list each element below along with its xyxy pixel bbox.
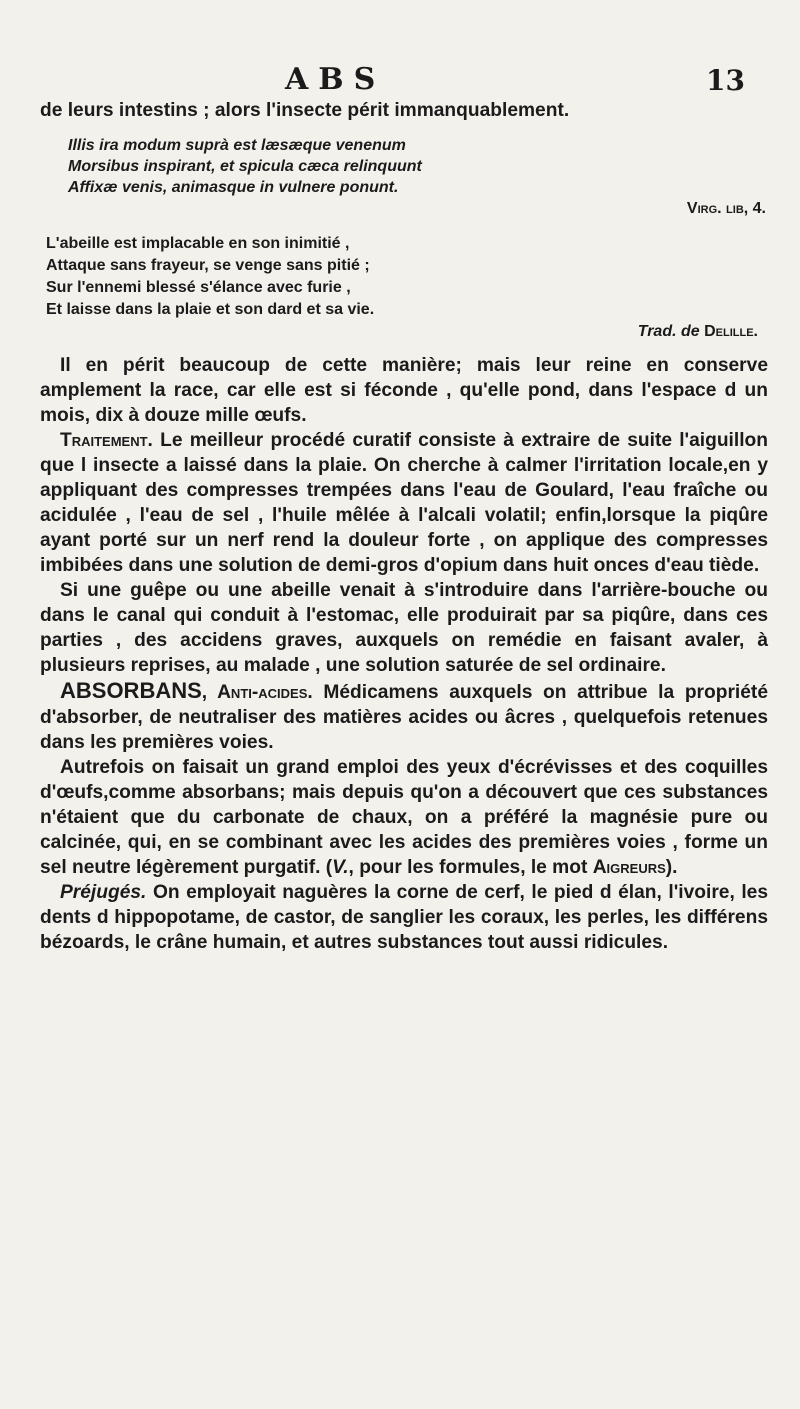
latin-citation: Virg. lib, 4. [686,200,766,217]
latin-line: Affixæ venis, animasque in vulnere ponunt. [68,179,399,196]
paragraph-entry [40,678,768,755]
latin-line: Illis ira modum suprà est læsæque venenum [68,137,406,154]
paragraph: Il en périt beaucoup de cette manière; mais leur reine en conserve amplement la race, car elle est si féconde , qu'elle pond, dans l'espace d un mois, dix à douze mille œufs. [40,355,768,426]
paragraph-text: Médicamens auxquels on attribue la propriété d'absorber, de neutraliser des matières acides ou âcres , quelquefois retenues dans les premières voies. [40,682,768,753]
verse-line: Attaque sans frayeur, se venge sans pitié ; [46,257,370,274]
opening-line: de leurs intestins ; alors l'insecte périt immanquablement. [40,100,570,121]
paragraph-prejudices [40,880,768,955]
paragraph-treatment [40,428,768,578]
running-head: ABS [285,62,386,97]
paragraph-with-reference [40,755,768,880]
section-lead: Traitement. [60,430,153,451]
verse-line: L'abeille est implacable en son inimitié , [46,235,350,252]
spacer [40,343,768,353]
entry-subhead: , Anti-acides. [201,682,313,703]
paragraph-text: Le meilleur procédé curatif consiste à extraire de suite l'aiguillon que l insecte a laissé dans la plaie. On cherche à calmer l'irritation locale,en y appliquant des compresses trempées dans l'eau de Goulard, l'eau fraîche ou acidulée , l'eau de sel , l'huile mêlée à l'alcali volatil; enfin,lorsque la piqûre ayant porté sur un nerf rend la douleur forte , on applique des compresses imbibées dans une solution de demi-gros d'opium dans huit onces d'eau tiède. [40,430,768,576]
latin-line: Morsibus inspirant, et spicula cæca relinquunt [68,158,422,175]
french-verse [46,233,768,321]
reference-close: ). [665,857,678,878]
paragraph-text: Autrefois on faisait un grand emploi des yeux d'écrévisses et des coquilles d'œufs,comme absorbans; mais depuis qu'on a découvert que ces substances n'étaient que du carbonate de chaux, on a préféré la magnésie pure ou calcinée, qui, en se combinant avec les acides des premières voies , forme un sel neutre légèrement purgatif. [40,757,768,878]
verse-citation [40,321,758,343]
latin-quote [68,135,768,198]
paragraph: Si une guêpe ou une abeille venait à s'introduire dans l'arrière-bouche ou dans le canal qui conduit à l'estomac, elle produirait par sa piqûre, dans ces parties , des accidens graves, auxquels on remédie en faisant avaler, à plusieurs reprises, au malade , une solution saturée de sel ordinaire. [40,580,768,676]
verse-line: Sur l'ennemi blessé s'élance avec furie , [46,279,351,296]
reference-text: , pour les formules, le mot [348,857,588,878]
verse-citation-prefix: Trad. de [637,323,700,340]
paragraph-text: On employait naguères la corne de cerf, le pied d élan, l'ivoire, les dents d hippopotame, de castor, de sanglier les coraux, les perles, les différens bézoards, le crâne humain, et autres substances tout aussi ridicules. [40,882,768,953]
entry-headword: ABSORBANS [60,678,202,703]
reference-open: ( [325,857,333,878]
verse-line: Et laisse dans la plaie et son dard et sa vie. [46,301,375,318]
page-number: 13 [706,64,745,97]
verse-citation-author: Delille. [704,323,758,340]
reference-v: V. [332,857,349,878]
section-lead: Préjugés. [60,882,147,903]
reference-word: Aigreurs [592,857,666,878]
page-header [0,62,800,98]
body-text [40,98,768,955]
